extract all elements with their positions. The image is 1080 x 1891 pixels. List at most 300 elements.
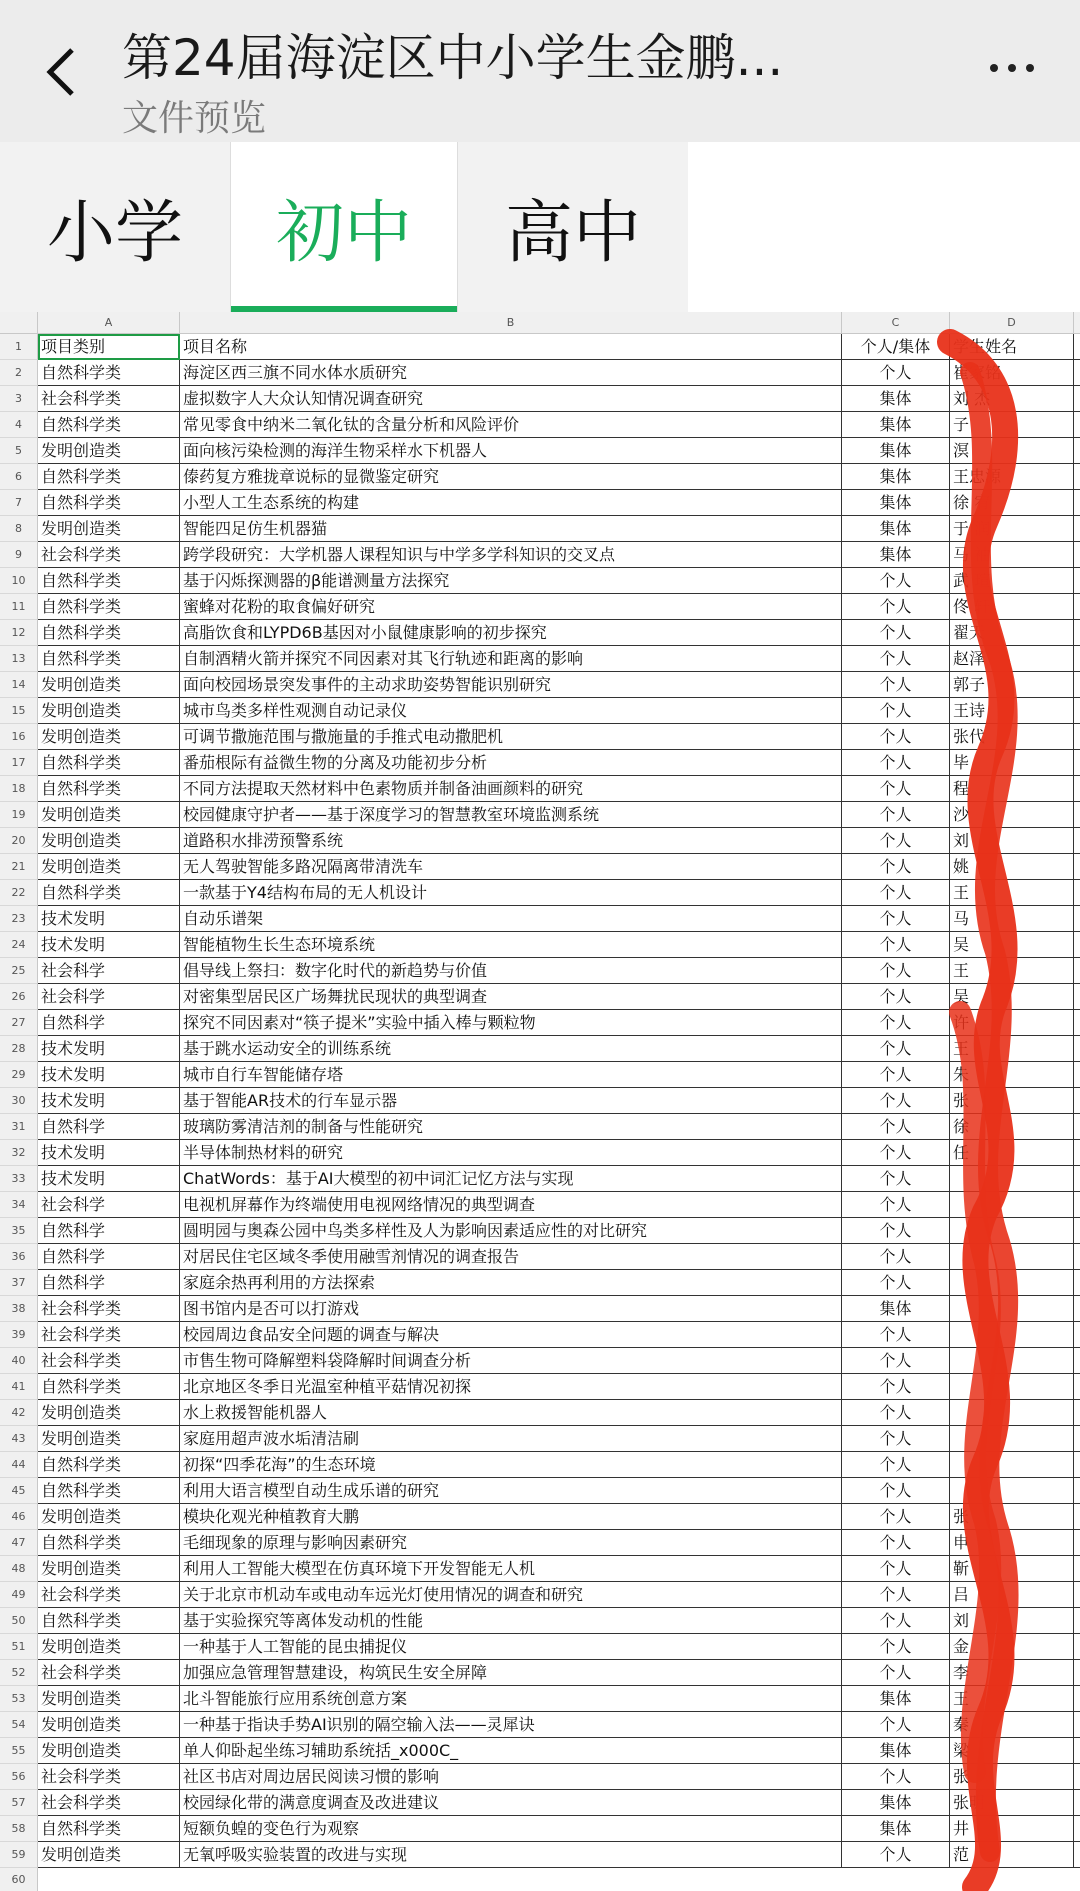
table-cell[interactable]: 集体 [842, 1296, 950, 1322]
back-button[interactable] [42, 42, 82, 102]
table-cell[interactable]: 个人 [842, 1244, 950, 1270]
table-cell[interactable]: 任 [950, 1140, 1074, 1166]
table-cell[interactable]: 个人 [842, 1062, 950, 1088]
table-cell[interactable]: 发明创造类 [38, 1400, 180, 1426]
tab-junior[interactable]: 初中 [230, 142, 458, 312]
table-cell[interactable]: 一种基于人工智能的昆虫捕捉仪 [180, 1634, 842, 1660]
table-cell[interactable] [1074, 594, 1080, 620]
table-cell[interactable]: 个人 [842, 724, 950, 750]
row-number[interactable]: 11 [0, 594, 38, 620]
table-cell[interactable] [950, 1270, 1074, 1296]
table-cell[interactable] [950, 1348, 1074, 1374]
table-cell[interactable]: 自然科学类 [38, 750, 180, 776]
table-cell[interactable] [1074, 1556, 1080, 1582]
table-cell[interactable]: 个人 [842, 1764, 950, 1790]
row-number[interactable]: 46 [0, 1504, 38, 1530]
table-cell[interactable]: 自然科学类 [38, 464, 180, 490]
table-cell[interactable]: 校园健康守护者——基于深度学习的智慧教室环境监测系统 [180, 802, 842, 828]
row-number[interactable]: 39 [0, 1322, 38, 1348]
table-cell[interactable] [1074, 1608, 1080, 1634]
row-number[interactable]: 9 [0, 542, 38, 568]
table-cell[interactable]: 高脂饮食和LYPD6B基因对小鼠健康影响的初步探究 [180, 620, 842, 646]
table-cell[interactable]: 个人 [842, 1426, 950, 1452]
row-number[interactable]: 10 [0, 568, 38, 594]
table-cell[interactable]: 张 [950, 1504, 1074, 1530]
table-cell[interactable]: 子 [950, 412, 1074, 438]
table-cell[interactable]: 靳 [950, 1556, 1074, 1582]
table-cell[interactable] [1074, 802, 1080, 828]
table-cell[interactable]: 自然科学类 [38, 490, 180, 516]
row-number[interactable]: 54 [0, 1712, 38, 1738]
row-number[interactable]: 53 [0, 1686, 38, 1712]
table-cell[interactable]: 吴 [950, 932, 1074, 958]
table-cell[interactable]: 个人 [842, 360, 950, 386]
table-cell[interactable]: 发明创造类 [38, 828, 180, 854]
table-cell[interactable]: 沙 [950, 802, 1074, 828]
table-cell[interactable]: 梁 [950, 1738, 1074, 1764]
table-cell[interactable] [1074, 1426, 1080, 1452]
table-cell[interactable]: 自然科学类 [38, 1452, 180, 1478]
table-cell[interactable]: 一款基于Y4结构布局的无人机设计 [180, 880, 842, 906]
table-cell[interactable]: 对居民住宅区域冬季使用融雪剂情况的调查报告 [180, 1244, 842, 1270]
table-cell[interactable]: 王 [950, 1036, 1074, 1062]
table-cell[interactable] [1074, 516, 1080, 542]
table-cell[interactable]: 个人 [842, 1712, 950, 1738]
table-cell[interactable] [950, 1296, 1074, 1322]
table-cell[interactable]: 自然科学 [38, 1270, 180, 1296]
row-number[interactable]: 14 [0, 672, 38, 698]
table-cell[interactable]: 自然科学类 [38, 1478, 180, 1504]
table-cell[interactable]: 个人 [842, 1608, 950, 1634]
table-cell[interactable] [1074, 1712, 1080, 1738]
row-number[interactable]: 5 [0, 438, 38, 464]
table-cell[interactable]: 技术发明 [38, 932, 180, 958]
table-cell[interactable]: 自然科学类 [38, 360, 180, 386]
table-cell[interactable] [1074, 672, 1080, 698]
table-cell[interactable] [1074, 1582, 1080, 1608]
table-cell[interactable] [950, 1192, 1074, 1218]
row-number[interactable]: 30 [0, 1088, 38, 1114]
table-cell[interactable]: 个人 [842, 1660, 950, 1686]
row-number[interactable]: 57 [0, 1790, 38, 1816]
table-cell[interactable] [1074, 1010, 1080, 1036]
table-cell[interactable] [1074, 360, 1080, 386]
table-cell[interactable]: 个人 [842, 1530, 950, 1556]
table-cell[interactable] [1074, 1660, 1080, 1686]
table-cell[interactable] [1074, 1166, 1080, 1192]
table-cell[interactable]: 个人 [842, 1140, 950, 1166]
row-number[interactable]: 37 [0, 1270, 38, 1296]
table-cell[interactable]: 虚拟数字人大众认知情况调查研究 [180, 386, 842, 412]
row-number[interactable]: 16 [0, 724, 38, 750]
table-cell[interactable]: 刘 [950, 828, 1074, 854]
table-cell[interactable]: 发明创造类 [38, 1504, 180, 1530]
table-cell[interactable]: 利用人工智能大模型在仿真环境下开发智能无人机 [180, 1556, 842, 1582]
table-cell[interactable] [1074, 1686, 1080, 1712]
row-number[interactable]: 6 [0, 464, 38, 490]
table-cell[interactable]: 社会科学 [38, 958, 180, 984]
row-number[interactable]: 44 [0, 1452, 38, 1478]
table-cell[interactable]: 半导体制热材料的研究 [180, 1140, 842, 1166]
table-cell[interactable]: 集体 [842, 1738, 950, 1764]
table-cell[interactable]: 毛细现象的原理与影响因素研究 [180, 1530, 842, 1556]
table-cell[interactable]: 个人 [842, 1478, 950, 1504]
tab-primary[interactable]: 小学 [46, 193, 183, 273]
table-cell[interactable]: 可调节撒施范围与撒施量的手推式电动撒肥机 [180, 724, 842, 750]
row-number[interactable]: 52 [0, 1660, 38, 1686]
table-cell[interactable] [1074, 1530, 1080, 1556]
table-cell[interactable]: 个人 [842, 1192, 950, 1218]
table-cell[interactable]: 崔家铭 [950, 360, 1074, 386]
table-cell[interactable]: 毕 [950, 750, 1074, 776]
table-cell[interactable]: 个人 [842, 958, 950, 984]
row-number[interactable]: 13 [0, 646, 38, 672]
table-cell[interactable]: 自然科学类 [38, 776, 180, 802]
table-cell[interactable]: 个人 [842, 802, 950, 828]
table-cell[interactable]: 初探“四季花海”的生态环境 [180, 1452, 842, 1478]
table-cell[interactable]: 对密集型居民区广场舞扰民现状的典型调查 [180, 984, 842, 1010]
table-cell[interactable]: 个人 [842, 776, 950, 802]
table-cell[interactable]: 社会科学类 [38, 1322, 180, 1348]
table-cell[interactable]: 无人驾驶智能多路况隔离带清洗车 [180, 854, 842, 880]
row-number[interactable]: 27 [0, 1010, 38, 1036]
table-cell[interactable]: 项目名称 [180, 334, 842, 360]
table-cell[interactable] [1074, 1322, 1080, 1348]
table-cell[interactable]: 个人 [842, 1088, 950, 1114]
table-cell[interactable]: 个人 [842, 1166, 950, 1192]
table-cell[interactable]: 自制酒精火箭并探究不同因素对其飞行轨迹和距离的影响 [180, 646, 842, 672]
table-cell[interactable]: 王诗 [950, 698, 1074, 724]
table-cell[interactable] [1074, 880, 1080, 906]
table-cell[interactable]: 发明创造类 [38, 1738, 180, 1764]
row-number[interactable]: 28 [0, 1036, 38, 1062]
row-number[interactable]: 2 [0, 360, 38, 386]
table-cell[interactable]: 关于北京市机动车或电动车远光灯使用情况的调查和研究 [180, 1582, 842, 1608]
row-number[interactable]: 56 [0, 1764, 38, 1790]
table-cell[interactable]: 个人 [842, 1218, 950, 1244]
table-cell[interactable]: 发明创造类 [38, 516, 180, 542]
row-number[interactable]: 8 [0, 516, 38, 542]
table-cell[interactable]: 个人 [842, 594, 950, 620]
table-cell[interactable] [1074, 1842, 1080, 1868]
table-cell[interactable]: 社会科学类 [38, 1790, 180, 1816]
tab-senior[interactable]: 高中 [504, 193, 641, 273]
table-cell[interactable] [950, 1478, 1074, 1504]
table-cell[interactable]: 井 [950, 1816, 1074, 1842]
table-cell[interactable]: 社区书店对周边居民阅读习惯的影响 [180, 1764, 842, 1790]
table-cell[interactable]: 个人 [842, 906, 950, 932]
table-cell[interactable]: 技术发明 [38, 1088, 180, 1114]
table-cell[interactable]: 家庭用超声波水垢清洁刷 [180, 1426, 842, 1452]
table-cell[interactable] [950, 1374, 1074, 1400]
column-header-e[interactable] [1074, 312, 1080, 334]
table-cell[interactable]: 集体 [842, 516, 950, 542]
table-cell[interactable] [1074, 750, 1080, 776]
table-cell[interactable]: 吕 [950, 1582, 1074, 1608]
table-cell[interactable] [1074, 1348, 1080, 1374]
table-cell[interactable]: 许 [950, 1010, 1074, 1036]
table-cell[interactable]: 不同方法提取天然材料中色素物质并制备油画颜料的研究 [180, 776, 842, 802]
row-number[interactable]: 40 [0, 1348, 38, 1374]
table-cell[interactable]: 集体 [842, 386, 950, 412]
row-number[interactable]: 29 [0, 1062, 38, 1088]
table-cell[interactable]: 基于智能AR技术的行车显示器 [180, 1088, 842, 1114]
table-cell[interactable]: 项目类别 [38, 334, 180, 360]
table-cell[interactable]: 申 [950, 1530, 1074, 1556]
table-cell[interactable] [1074, 984, 1080, 1010]
table-cell[interactable] [1074, 1088, 1080, 1114]
table-cell[interactable]: 个人 [842, 880, 950, 906]
table-cell[interactable]: 个人 [842, 828, 950, 854]
table-cell[interactable]: 社会科学类 [38, 1660, 180, 1686]
table-cell[interactable]: 集体 [842, 438, 950, 464]
table-cell[interactable]: 面向核污染检测的海洋生物采样水下机器人 [180, 438, 842, 464]
table-cell[interactable]: 发明创造类 [38, 802, 180, 828]
table-cell[interactable]: 一种基于指诀手势AI识别的隔空输入法——灵犀诀 [180, 1712, 842, 1738]
row-number[interactable]: 4 [0, 412, 38, 438]
table-cell[interactable]: 集体 [842, 490, 950, 516]
table-cell[interactable]: 集体 [842, 1686, 950, 1712]
row-number[interactable]: 36 [0, 1244, 38, 1270]
row-number[interactable]: 49 [0, 1582, 38, 1608]
table-cell[interactable]: 海淀区西三旗不同水体水质研究 [180, 360, 842, 386]
table-cell[interactable]: 个人 [842, 932, 950, 958]
table-cell[interactable] [950, 1166, 1074, 1192]
table-cell[interactable] [1074, 932, 1080, 958]
table-cell[interactable]: 倡导线上祭扫：数字化时代的新趋势与价值 [180, 958, 842, 984]
table-cell[interactable]: 社会科学 [38, 1192, 180, 1218]
table-cell[interactable]: 自然科学类 [38, 620, 180, 646]
table-cell[interactable]: 王 [950, 958, 1074, 984]
table-cell[interactable]: 跨学段研究：大学机器人课程知识与中学多学科知识的交叉点 [180, 542, 842, 568]
table-cell[interactable]: 个人 [842, 646, 950, 672]
row-number[interactable]: 48 [0, 1556, 38, 1582]
table-cell[interactable]: 发明创造类 [38, 672, 180, 698]
spreadsheet[interactable] [0, 312, 1080, 1891]
row-number[interactable]: 20 [0, 828, 38, 854]
table-cell[interactable]: 社会科学类 [38, 1296, 180, 1322]
table-cell[interactable] [1074, 620, 1080, 646]
table-cell[interactable]: 基于跳水运动安全的训练系统 [180, 1036, 842, 1062]
table-cell[interactable]: 番茄根际有益微生物的分离及功能初步分析 [180, 750, 842, 776]
table-cell[interactable]: 个人 [842, 1348, 950, 1374]
table-cell[interactable]: 刘 [950, 1608, 1074, 1634]
table-cell[interactable]: 技术发明 [38, 1166, 180, 1192]
table-cell[interactable]: 个人 [842, 1270, 950, 1296]
table-cell[interactable]: 自然科学 [38, 1218, 180, 1244]
table-cell[interactable] [1074, 776, 1080, 802]
table-cell[interactable]: 翟天 [950, 620, 1074, 646]
table-cell[interactable]: 校园周边食品安全问题的调查与解决 [180, 1322, 842, 1348]
table-cell[interactable] [1074, 646, 1080, 672]
table-cell[interactable] [1074, 1374, 1080, 1400]
table-cell[interactable]: 张明 [950, 1790, 1074, 1816]
table-cell[interactable]: 常见零食中纳米二氧化钛的含量分析和风险评价 [180, 412, 842, 438]
table-cell[interactable] [950, 1244, 1074, 1270]
table-cell[interactable]: 自然科学类 [38, 1530, 180, 1556]
table-cell[interactable] [1074, 1504, 1080, 1530]
table-cell[interactable]: 学生姓名 [950, 334, 1074, 360]
column-header-c[interactable]: C [842, 312, 950, 334]
table-cell[interactable]: 加强应急管理智慧建设，构筑民生安全屏障 [180, 1660, 842, 1686]
row-number[interactable]: 51 [0, 1634, 38, 1660]
table-cell[interactable]: 自动乐谱架 [180, 906, 842, 932]
table-cell[interactable]: 金 [950, 1634, 1074, 1660]
table-cell[interactable]: 集体 [842, 1816, 950, 1842]
table-cell[interactable]: 玻璃防雾清洁剂的制备与性能研究 [180, 1114, 842, 1140]
table-cell[interactable]: 朱 [950, 1062, 1074, 1088]
table-cell[interactable]: 图书馆内是否可以打游戏 [180, 1296, 842, 1322]
table-cell[interactable]: 王 [950, 880, 1074, 906]
table-cell[interactable]: 社会科学类 [38, 1582, 180, 1608]
table-cell[interactable]: 个人 [842, 984, 950, 1010]
table-cell[interactable]: 集体 [842, 542, 950, 568]
row-number[interactable]: 31 [0, 1114, 38, 1140]
row-number[interactable]: 59 [0, 1842, 38, 1868]
table-cell[interactable]: 社会科学类 [38, 542, 180, 568]
table-cell[interactable] [1074, 698, 1080, 724]
table-cell[interactable] [1074, 1114, 1080, 1140]
table-cell[interactable] [950, 1452, 1074, 1478]
table-cell[interactable]: 校园绿化带的满意度调查及改进建议 [180, 1790, 842, 1816]
table-cell[interactable] [950, 1400, 1074, 1426]
table-cell[interactable]: 社会科学类 [38, 1348, 180, 1374]
table-cell[interactable]: 北京地区冬季日光温室种植平菇情况初探 [180, 1374, 842, 1400]
table-cell[interactable]: 发明创造类 [38, 1426, 180, 1452]
table-cell[interactable] [1074, 1036, 1080, 1062]
table-cell[interactable] [1074, 334, 1080, 360]
table-cell[interactable] [1074, 1478, 1080, 1504]
table-cell[interactable]: 单人仰卧起坐练习辅助系统括_x000C_ [180, 1738, 842, 1764]
table-cell[interactable]: 圆明园与奥森公园中鸟类多样性及人为影响因素适应性的对比研究 [180, 1218, 842, 1244]
table-cell[interactable]: 电视机屏幕作为终端使用电视网络情况的典型调查 [180, 1192, 842, 1218]
table-cell[interactable]: 无氧呼吸实验装置的改进与实现 [180, 1842, 842, 1868]
table-cell[interactable]: 个人 [842, 1322, 950, 1348]
table-cell[interactable]: 马 [950, 906, 1074, 932]
table-cell[interactable]: 个人 [842, 1842, 950, 1868]
row-number[interactable]: 50 [0, 1608, 38, 1634]
table-cell[interactable]: 个人 [842, 620, 950, 646]
row-number[interactable]: 24 [0, 932, 38, 958]
table-cell[interactable]: 集体 [842, 1790, 950, 1816]
row-number[interactable]: 19 [0, 802, 38, 828]
table-cell[interactable]: 郭子 [950, 672, 1074, 698]
table-cell[interactable] [1074, 724, 1080, 750]
table-cell[interactable]: 利用大语言模型自动生成乐谱的研究 [180, 1478, 842, 1504]
row-number[interactable]: 35 [0, 1218, 38, 1244]
table-cell[interactable]: 个人 [842, 1010, 950, 1036]
table-cell[interactable]: 自然科学类 [38, 412, 180, 438]
table-cell[interactable]: 蜜蜂对花粉的取食偏好研究 [180, 594, 842, 620]
table-cell[interactable] [1074, 1634, 1080, 1660]
table-cell[interactable]: 面向校园场景突发事件的主动求助姿势智能识别研究 [180, 672, 842, 698]
table-cell[interactable] [1074, 1452, 1080, 1478]
table-cell[interactable]: 个人 [842, 568, 950, 594]
table-cell[interactable]: 北斗智能旅行应用系统创意方案 [180, 1686, 842, 1712]
table-cell[interactable]: 张 [950, 1764, 1074, 1790]
table-cell[interactable] [1074, 1816, 1080, 1842]
table-cell[interactable] [1074, 1400, 1080, 1426]
table-cell[interactable] [1074, 1790, 1080, 1816]
table-cell[interactable] [1074, 568, 1080, 594]
table-cell[interactable] [1074, 438, 1080, 464]
table-cell[interactable]: 个人 [842, 672, 950, 698]
table-cell[interactable]: 王忠源 [950, 464, 1074, 490]
row-number[interactable]: 33 [0, 1166, 38, 1192]
row-number[interactable]: 18 [0, 776, 38, 802]
row-number[interactable]: 25 [0, 958, 38, 984]
table-cell[interactable]: 城市鸟类多样性观测自动记录仪 [180, 698, 842, 724]
table-cell[interactable]: 个人 [842, 1374, 950, 1400]
row-number[interactable]: 22 [0, 880, 38, 906]
column-header-b[interactable]: B [180, 312, 842, 334]
table-cell[interactable]: 秦 [950, 1712, 1074, 1738]
row-number[interactable]: 32 [0, 1140, 38, 1166]
table-cell[interactable] [1074, 542, 1080, 568]
table-cell[interactable] [1074, 386, 1080, 412]
table-cell[interactable]: 佟 轩 [950, 594, 1074, 620]
row-number[interactable]: 26 [0, 984, 38, 1010]
column-header-a[interactable]: A [38, 312, 180, 334]
table-cell[interactable]: 个人 [842, 750, 950, 776]
table-cell[interactable]: 发明创造类 [38, 1712, 180, 1738]
table-cell[interactable]: 探究不同因素对“筷子提米”实验中插入棒与颗粒物 [180, 1010, 842, 1036]
table-cell[interactable]: 个人 [842, 1582, 950, 1608]
table-cell[interactable]: 赵泽 [950, 646, 1074, 672]
table-cell[interactable]: 自然科学类 [38, 594, 180, 620]
table-cell[interactable]: 技术发明 [38, 1140, 180, 1166]
table-cell[interactable]: 水上救援智能机器人 [180, 1400, 842, 1426]
table-cell[interactable]: 模块化观光种植教育大鹏 [180, 1504, 842, 1530]
table-cell[interactable]: 个人 [842, 1400, 950, 1426]
table-cell[interactable]: 个人 [842, 1634, 950, 1660]
table-cell[interactable]: 溟 [950, 438, 1074, 464]
table-cell[interactable]: 个人 [842, 1114, 950, 1140]
table-cell[interactable]: 自然科学 [38, 1244, 180, 1270]
table-cell[interactable]: 自然科学 [38, 1010, 180, 1036]
table-cell[interactable]: 集体 [842, 464, 950, 490]
table-cell[interactable]: 集体 [842, 412, 950, 438]
table-cell[interactable] [1074, 490, 1080, 516]
table-cell[interactable] [950, 1426, 1074, 1452]
table-cell[interactable]: 范 [950, 1842, 1074, 1868]
row-number[interactable]: 38 [0, 1296, 38, 1322]
table-cell[interactable]: 个人/集体 [842, 334, 950, 360]
table-cell[interactable]: 发明创造类 [38, 724, 180, 750]
row-number[interactable]: 34 [0, 1192, 38, 1218]
row-number[interactable]: 15 [0, 698, 38, 724]
row-number[interactable]: 12 [0, 620, 38, 646]
table-cell[interactable]: 短额负蝗的变色行为观察 [180, 1816, 842, 1842]
table-cell[interactable]: ChatWords：基于AI大模型的初中词汇记忆方法与实现 [180, 1166, 842, 1192]
table-cell[interactable]: 发明创造类 [38, 438, 180, 464]
row-number[interactable]: 42 [0, 1400, 38, 1426]
table-cell[interactable] [1074, 906, 1080, 932]
table-cell[interactable] [1074, 1218, 1080, 1244]
table-cell[interactable]: 技术发明 [38, 1036, 180, 1062]
table-cell[interactable]: 张代 [950, 724, 1074, 750]
table-cell[interactable]: 发明创造类 [38, 1686, 180, 1712]
row-number[interactable]: 17 [0, 750, 38, 776]
row-number[interactable]: 47 [0, 1530, 38, 1556]
row-number[interactable]: 3 [0, 386, 38, 412]
table-cell[interactable]: 于 润 [950, 516, 1074, 542]
table-cell[interactable]: 社会科学类 [38, 386, 180, 412]
table-cell[interactable]: 程 [950, 776, 1074, 802]
table-cell[interactable]: 发明创造类 [38, 854, 180, 880]
table-cell[interactable]: 发明创造类 [38, 1842, 180, 1868]
table-cell[interactable]: 社会科学 [38, 984, 180, 1010]
